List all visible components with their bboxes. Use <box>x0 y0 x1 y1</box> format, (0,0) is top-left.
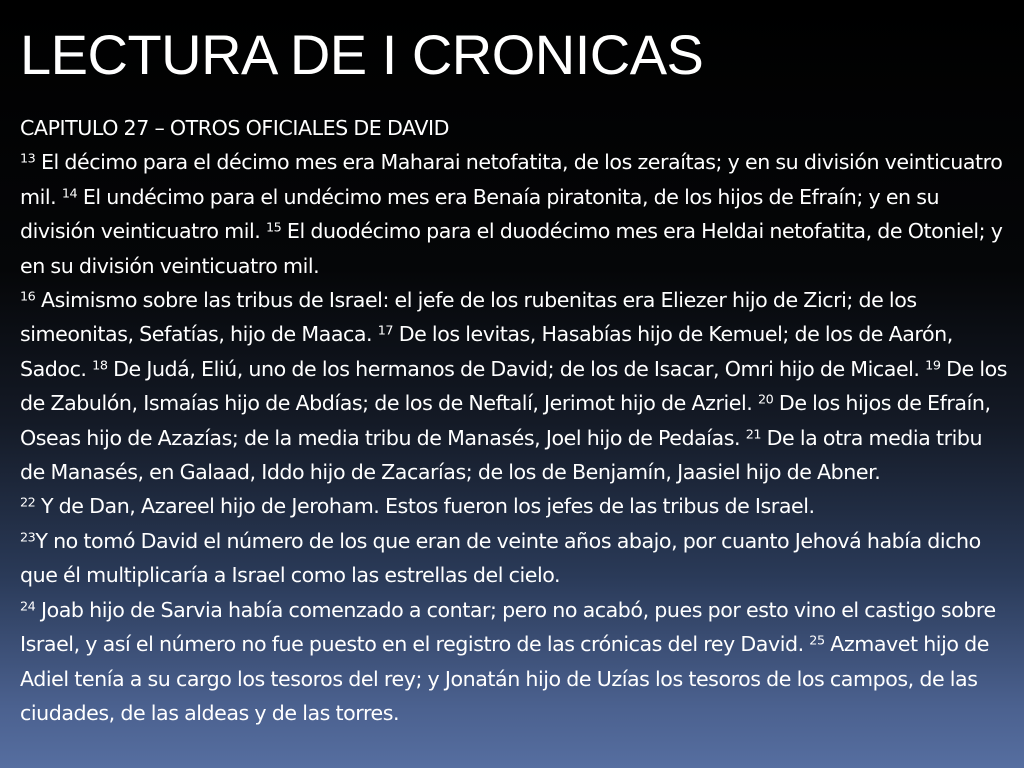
verse-number: 19 <box>925 358 941 374</box>
verse-number: 16 <box>20 289 36 305</box>
verse-text: De Judá, Eliú, uno de los hermanos de David; de los de Isacar, Omri hijo de Micael. <box>107 356 926 381</box>
verse-number: 23 <box>20 530 36 546</box>
slide-body <box>20 111 1010 730</box>
verse-number: 15 <box>265 220 282 236</box>
verse-number: 17 <box>377 324 394 340</box>
verse-text: Azmavet hijo de Adiel tenía a su cargo los tesoros del rey; y Jonatán hijo de Uzías los tesoros de los campos, de las ciudades, de las aldeas y de las torres. <box>20 632 989 725</box>
verse-text: El décimo para el décimo mes era Maharai netofatita, de los zeraítas; y en su división veinticuatro mil. <box>20 150 1003 209</box>
verse-number: 25 <box>809 633 825 649</box>
verse-paragraph <box>20 593 1010 731</box>
verse-text: De la otra media tribu de Manasés, en Galaad, Iddo hijo de Zacarías; de los de Benjamín, Jaasiel hijo de Abner. <box>20 425 983 485</box>
verse-text: Y de Dan, Azareel hijo de Jeroham. Estos fueron los jefes de las tribus de Israel. <box>35 494 815 519</box>
verse-text: El undécimo para el undécimo mes era Benaía piratonita, de los hijos de Efraín; y en su división veinticuatro mil. <box>20 184 940 244</box>
verse-text: Joab hijo de Sarvia había comenzado a contar; pero no acabó, pues por esto vino el castigo sobre Israel, y así el número no fue puesto en el registro de las crónicas del rey David. <box>20 597 996 657</box>
verse-paragraph <box>20 283 1010 489</box>
verse-number: 21 <box>745 427 762 443</box>
verse-number: 18 <box>92 358 108 374</box>
verse-paragraph <box>20 524 1010 593</box>
chapter-heading: CAPITULO 27 – OTROS OFICIALES DE DAVID <box>20 116 449 140</box>
slide-title: LECTURA DE I CRONICAS <box>20 23 704 86</box>
verse-text: El duodécimo para el duodécimo mes era Heldai netofatita, de Otoniel; y en su división veinticuatro mil. <box>20 219 1003 278</box>
verse-text: Asimismo sobre las tribus de Israel: el jefe de los rubenitas era Eliezer hijo de Zicri; de los simeonitas, Sefatías, hijo de Maaca. <box>20 288 917 347</box>
verse-number: 24 <box>20 599 36 615</box>
verse-text: Y no tomó David el número de los que eran de veinte años abajo, por cuanto Jehová había dicho que él multiplicaría a Israel como las estrellas del cielo. <box>20 528 981 588</box>
verse-text: De los levitas, Hasabías hijo de Kemuel; de los de Aarón, Sadoc. <box>20 322 953 381</box>
verse-text: De los hijos de Efraín, Oseas hijo de Azazías; de la media tribu de Manasés, Joel hijo de Pedaías. <box>20 391 991 450</box>
verse-number: 20 <box>757 392 774 408</box>
verse-paragraph <box>20 145 1010 283</box>
verse-text: De los de Zabulón, Ismaías hijo de Abdías; de los de Neftalí, Jerimot hijo de Azriel. <box>20 356 1008 416</box>
verse-paragraph <box>20 489 1010 523</box>
verse-number: 14 <box>61 186 78 202</box>
verse-number: 13 <box>20 152 36 168</box>
verse-number: 22 <box>20 496 36 512</box>
